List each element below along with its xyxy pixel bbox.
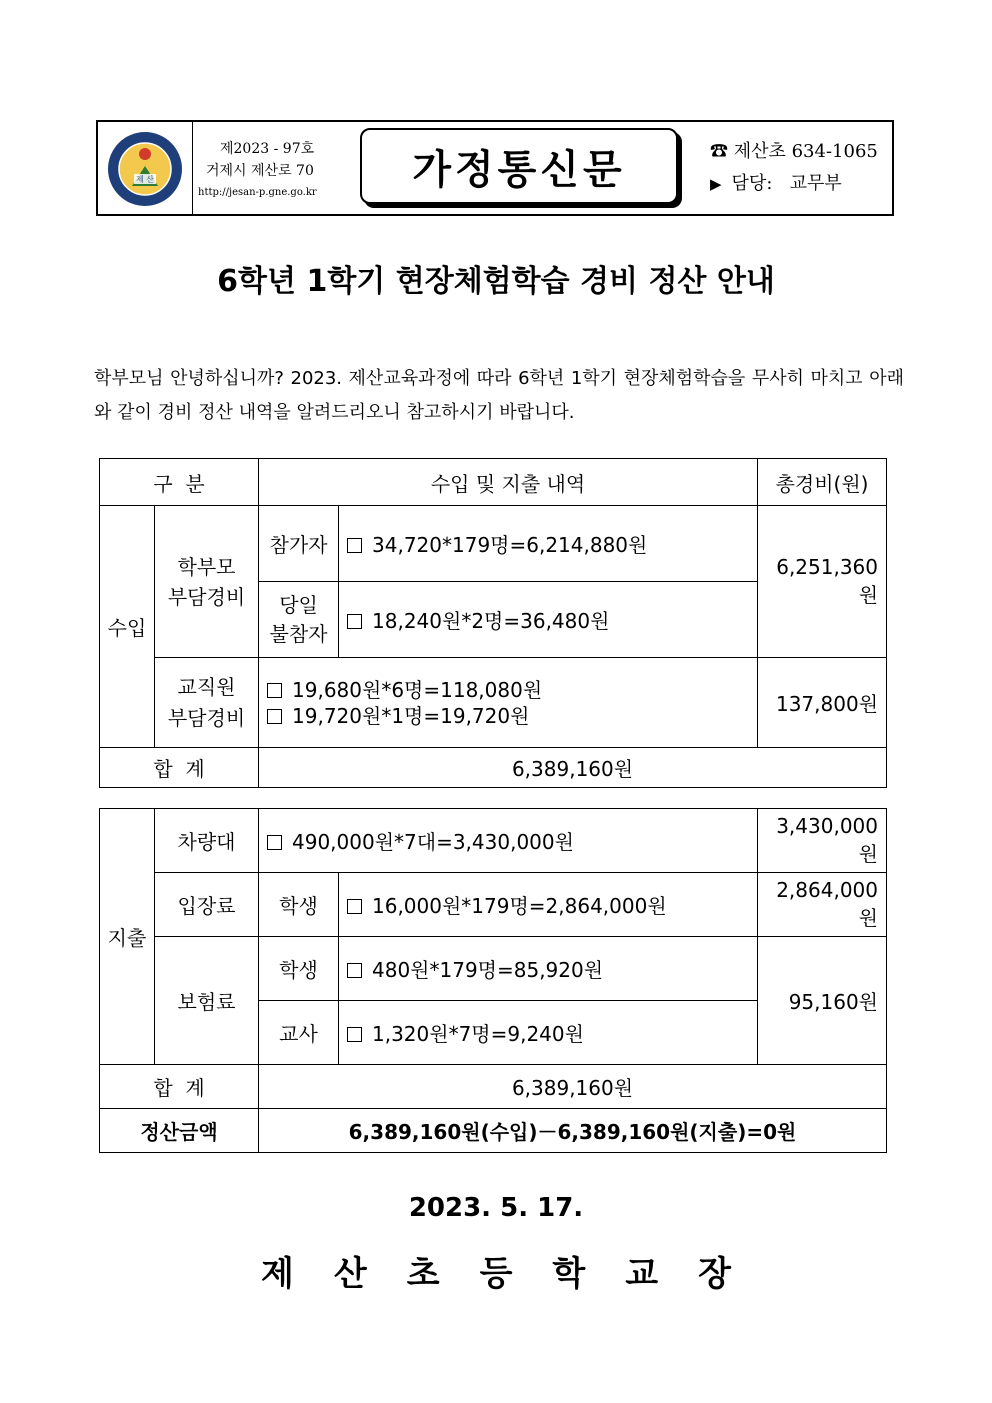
admission-sub-label: 학생 (259, 873, 339, 937)
expense-sum-label: 합 계 (100, 1065, 259, 1109)
parent-cost-label: 학부모 부담경비 (155, 506, 259, 658)
table-row (100, 873, 887, 937)
absent-calc: 18,240원*2명=36,480원 (339, 582, 758, 658)
issue-info (198, 138, 348, 204)
participant-label: 참가자 (259, 506, 339, 582)
settlement-label: 정산금액 (100, 1109, 259, 1153)
contact-dept: 교무부 (789, 173, 842, 194)
table-header-row (100, 459, 887, 506)
contact-line (710, 168, 892, 200)
staff-calc-line: 19,680원*6명=118,080원 (267, 677, 749, 703)
insurance-sub-label: 학생 (259, 937, 339, 1001)
contact-label: 담당: (731, 173, 773, 194)
absent-label: 당일 불참자 (259, 582, 339, 658)
arrow-right-icon: ▶ (710, 175, 722, 193)
principal-signature: 제산초등학교장 (261, 1254, 771, 1294)
header-category: 구 분 (100, 459, 259, 506)
school-address: 거제시 제산로 70 (206, 163, 314, 179)
header-details: 수입 및 지출 내역 (259, 459, 758, 506)
expense-section-label: 지출 (100, 809, 155, 1065)
staff-calc (259, 658, 758, 748)
insurance-total: 95,160원 (758, 937, 887, 1065)
staff-total: 137,800원 (758, 658, 887, 748)
phone-line: ☎ 제산초 634-1065 (710, 141, 878, 162)
table-row (100, 809, 887, 873)
income-section-label: 수입 (100, 506, 155, 748)
participant-calc: 34,720*179명=6,214,880원 (339, 506, 758, 582)
intro-paragraph: 학부모님 안녕하십니까? 2023. 제산교육과정에 따라 6학년 1학기 현장체험학습을 무사히 마치고 아래와 같이 경비 정산 내역을 알려드리오니 참고하시기 바랍니다. (94, 368, 904, 423)
insurance-label: 보험료 (155, 937, 259, 1065)
header-total: 총경비(원) (758, 459, 887, 506)
vehicle-total: 3,430,000원 (758, 809, 887, 873)
parent-total: 6,251,360원 (758, 506, 887, 658)
school-url: http://jesan-p.gne.go.kr (198, 187, 317, 198)
staff-cost-label: 교직원 부담경비 (155, 658, 259, 748)
insurance-sub-label: 교사 (259, 1001, 339, 1065)
admission-calc: 16,000원*179명=2,864,000원 (339, 873, 758, 937)
income-table (99, 458, 887, 788)
vehicle-calc: 490,000원*7대=3,430,000원 (259, 809, 758, 873)
admission-label: 입장료 (155, 873, 259, 937)
insurance-calc: 1,320원*7명=9,240원 (339, 1001, 758, 1065)
issue-date: 2023. 5. 17. (408, 1193, 584, 1223)
vehicle-label: 차량대 (155, 809, 259, 873)
table-row (100, 937, 887, 1001)
logo-cell (98, 122, 193, 214)
table-row (100, 1109, 887, 1153)
table-row (100, 748, 887, 788)
table-row (100, 506, 887, 582)
table-row (100, 1065, 887, 1109)
issue-number: 제2023 - 97호 (220, 141, 315, 157)
insurance-calc: 480원*179명=85,920원 (339, 937, 758, 1001)
staff-calc-line: 19,720원*1명=19,720원 (267, 703, 749, 729)
letterhead (96, 120, 894, 216)
income-sum-label: 합 계 (100, 748, 259, 788)
admission-total: 2,864,000원 (758, 873, 887, 937)
table-row (100, 658, 887, 748)
settlement-value: 6,389,160원(수입)－6,389,160원(지출)=0원 (259, 1109, 887, 1153)
contact-info (710, 136, 892, 200)
svg-text:제 산: 제 산 (136, 175, 154, 184)
school-emblem-icon (106, 130, 184, 208)
document-title: 6학년 1학기 현장체험학습 경비 정산 안내 (217, 264, 775, 299)
newsletter-title: 가정통신문 (360, 128, 678, 204)
income-sum-value: 6,389,160원 (259, 748, 887, 788)
expense-sum-value: 6,389,160원 (259, 1065, 887, 1109)
expense-table (99, 808, 887, 1153)
